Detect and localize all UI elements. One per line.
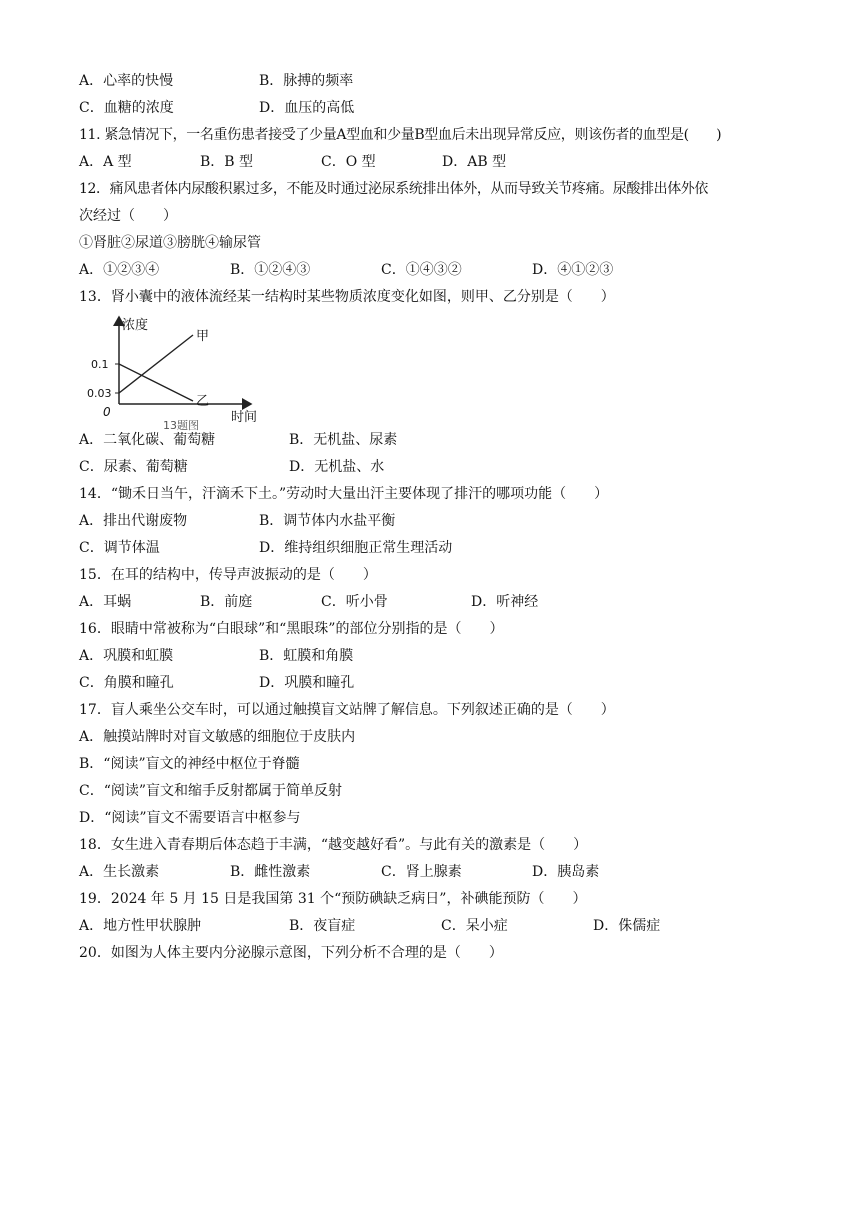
q12-options [79,257,799,284]
q19-options [79,913,799,940]
q11-stem: 11. 紧急情况下，一名重伤患者接受了少量A型血和少量B型血后未出现异常反应，则该伤者的血型是( ) [79,127,722,143]
q16-option-a: A．巩膜和虹膜 [79,648,174,664]
q17-option-c: C．“阅读”盲文和缩手反射都属于简单反射 [79,783,343,799]
q14-options-row-2 [79,535,799,562]
q18-option-d: D．胰岛素 [532,864,600,880]
q17-option-a: A．触摸站牌时对盲文敏感的细胞位于皮肤内 [79,729,356,745]
q10-options-row-1 [79,68,799,95]
q16-options-row-1 [79,643,799,670]
q16-stem: 16．眼睛中常被称为“白眼球”和“黑眼珠”的部位分别指的是（ ） [79,621,504,637]
q16-option-b: B．虹膜和角膜 [259,648,354,664]
q16-options-row-2 [79,670,799,697]
q15-option-d: D．听神经 [471,594,539,610]
series-yi-line [119,364,193,401]
x-axis-label: 时间 [231,410,258,425]
q11-option-a: A．A 型 [79,154,132,170]
question-page [79,68,799,967]
q15-option-b: B．前庭 [200,594,253,610]
q11-options [79,149,799,176]
q10-option-b: B．脉搏的频率 [259,73,354,89]
q13-option-c: C．尿素、葡萄糖 [79,459,188,475]
y-axis-label: 浓度 [122,318,149,333]
q14-stem: 14．“锄禾日当午，汗滴禾下土。”劳动时大量出汗主要体现了排汗的哪项功能（ ） [79,486,609,502]
q13-option-a: A．二氧化碳、葡萄糖 [79,432,216,448]
q19-option-d: D．侏儒症 [593,918,661,934]
q17-option-d: D．“阅读”盲文不需要语言中枢参与 [79,810,301,826]
tick-label-2: 0.03 [87,387,112,400]
q17-stem: 17．盲人乘坐公交车时，可以通过触摸盲文站牌了解信息。下列叙述正确的是（ ） [79,702,615,718]
q15-stem: 15．在耳的结构中，传导声波振动的是（ ） [79,567,377,583]
q14-option-b: B．调节体内水盐平衡 [259,513,396,529]
q12-option-d: D．④①②③ [532,262,614,278]
q13-option-b: B．无机盐、尿素 [289,432,398,448]
q15-option-a: A．耳蜗 [79,594,132,610]
q10-option-d: D．血压的高低 [259,100,355,116]
q18-option-b: B．雌性激素 [230,864,311,880]
q18-options [79,859,799,886]
q18-option-c: C．肾上腺素 [381,864,462,880]
q11-option-b: B．B 型 [200,154,254,170]
q13-figure [79,311,799,432]
q20-stem: 20．如图为人体主要内分泌腺示意图，下列分析不合理的是（ ） [79,945,503,961]
q11-option-d: D．AB 型 [442,154,507,170]
q18-option-a: A．生长激素 [79,864,160,880]
q16-option-c: C．角膜和瞳孔 [79,675,174,691]
q10-option-a: A．心率的快慢 [79,73,174,89]
q12-option-b: B．①②④③ [230,262,311,278]
q15-options [79,589,799,616]
series-jia-line [119,335,193,393]
q12-option-c: C．①④③② [381,262,462,278]
q19-option-a: A．地方性甲状腺肿 [79,918,202,934]
q10-options-row-2 [79,95,799,122]
q19-option-b: B．夜盲症 [289,918,356,934]
series-yi-label: 乙 [196,394,210,409]
q13-options-row-2 [79,454,799,481]
q19-stem: 19．2024 年 5 月 15 日是我国第 31 个“预防碘缺乏病日”，补碘能预防（ ） [79,891,587,907]
q10-option-c: C．血糖的浓度 [79,100,174,116]
q12-stem-line-2: 次经过（ ） [79,208,177,224]
q11-option-c: C．O 型 [321,154,376,170]
q12-option-a: A．①②③④ [79,262,160,278]
q12-stem-line-1: 12．痛风患者体内尿酸积累过多，不能及时通过泌尿系统排出体外，从而导致关节疼痛。尿酸排出体外依 [79,181,709,197]
concentration-time-graph [87,313,281,432]
q18-stem: 18．女生进入青春期后体态趋于丰满，“越变越好看”。与此有关的激素是（ ） [79,837,588,853]
q14-options-row-1 [79,508,799,535]
q17-option-b: B．“阅读”盲文的神经中枢位于脊髓 [79,756,300,772]
q13-stem: 13．肾小囊中的液体流经某一结构时某些物质浓度变化如图，则甲、乙分别是（ ） [79,289,615,305]
tick-label-1: 0.1 [91,358,109,371]
q14-option-c: C．调节体温 [79,540,160,556]
origin-label: 0 [103,405,111,419]
q19-option-c: C．呆小症 [441,918,508,934]
q12-items: ①肾脏②尿道③膀胱④输尿管 [79,235,261,251]
q15-option-c: C．听小骨 [321,594,388,610]
series-jia-label: 甲 [196,329,210,344]
q14-option-a: A．排出代谢废物 [79,513,188,529]
q13-options-row-1 [79,427,799,454]
figure-caption: 13题图 [163,419,199,432]
q16-option-d: D．巩膜和瞳孔 [259,675,355,691]
q13-option-d: D．无机盐、水 [289,459,385,475]
q14-option-d: D．维持组织细胞正常生理活动 [259,540,453,556]
